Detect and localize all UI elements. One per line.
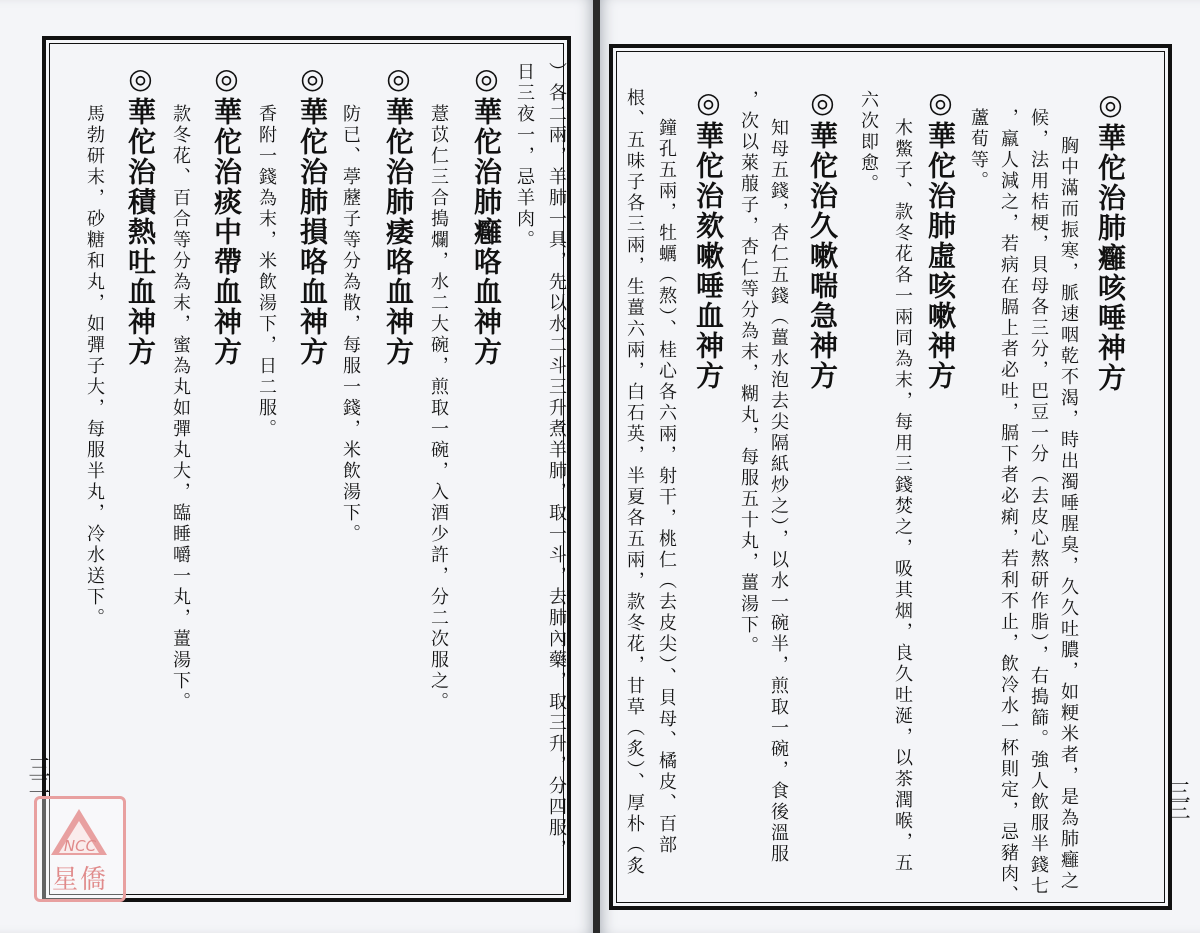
section-text-line: 根、五味子各三兩，生薑六兩，白石英，半夏各五兩，款冬花，甘草（炙）、厚朴（炙 bbox=[624, 88, 645, 877]
section-text-line: 馬勃研末，砂糖和丸，如彈子大，每服半丸，冷水送下。 bbox=[84, 104, 105, 629]
section-text-line: 六次即愈。 bbox=[858, 90, 879, 195]
left-page bbox=[0, 0, 593, 933]
continued-text-line: ）各二兩，羊肺一具，先以水二斗三升煮羊肺，取一斗，去肺內藥，取三升，分四服， bbox=[546, 62, 567, 860]
watermark-stamp bbox=[34, 796, 126, 902]
section-text-line: 胸中滿而振寒，脈速咽乾不渴，時出濁唾腥臭，久久吐膿，如粳米者，是為肺癰之 bbox=[1058, 136, 1079, 892]
section-text-line: 知母五錢，杏仁五錢（薑水泡去尖隔紙炒之），以水一碗半，煎取一碗，食後溫服 bbox=[768, 118, 789, 865]
section-title: ◎華佗治肺癰咳唾神方 bbox=[1094, 88, 1127, 393]
stamp-brand: NCC bbox=[63, 837, 97, 855]
right-page bbox=[600, 0, 1200, 933]
section-text-line: 防已、葶藶子等分為散，每服一錢，米飲湯下。 bbox=[340, 104, 361, 545]
section-text-line: 薏苡仁三合搗爛，水二大碗，煎取一碗，入酒少許，分二次服之。 bbox=[428, 104, 449, 713]
section-title: ◎華佗治肺損咯血神方 bbox=[296, 62, 329, 367]
section-text-line: 候，法用桔梗，貝母各三分，巴豆一分（去皮心熬研作脂），右搗篩。強人飲服半錢七 bbox=[1028, 108, 1049, 897]
section-text-line: 香附一錢為末，米飲湯下，日二服。 bbox=[256, 104, 277, 440]
section-text-line: 款冬花、百合等分為末，蜜為丸如彈丸大，臨睡嚼一丸，薑湯下。 bbox=[170, 104, 191, 713]
section-text-line: ，次以萊菔子，杏仁等分為末，糊丸，每服五十丸，薑湯下。 bbox=[738, 90, 759, 657]
section-text-line: 木鱉子、款冬花各一兩同為末，每用三錢焚之，吸其烟，良久吐涎，以茶潤喉，五 bbox=[892, 118, 913, 874]
continued-text-line: 日三夜一，忌羊肉。 bbox=[514, 62, 535, 251]
section-text-line: 鐘孔五兩，牡蠣（熬）、桂心各六兩，射干，桃仁（去皮尖）、貝母、橘皮、百部 bbox=[656, 118, 677, 856]
section-title: ◎華佗治痰中帶血神方 bbox=[210, 62, 243, 367]
page-number: 三三 bbox=[1165, 780, 1190, 816]
stamp-name: 星僑 bbox=[51, 865, 108, 895]
section-text-line: ，羸人減之，若病在膈上者必吐，膈下者必痢，若利不止，飲冷水一杯則定，忌豬肉、 bbox=[998, 108, 1019, 906]
section-title: ◎華佗治久嗽喘急神方 bbox=[806, 86, 839, 391]
page-number: 三二 bbox=[25, 756, 50, 792]
section-title: ◎華佗治肺虛咳嗽神方 bbox=[924, 86, 957, 391]
section-title: ◎華佗治欬嗽唾血神方 bbox=[692, 86, 725, 391]
section-title: ◎華佗治肺癰咯血神方 bbox=[470, 62, 503, 367]
section-title: ◎華佗治肺痿咯血神方 bbox=[382, 62, 415, 367]
section-text-line: 蘆荀等。 bbox=[968, 108, 989, 192]
section-title: ◎華佗治積熱吐血神方 bbox=[124, 62, 157, 367]
